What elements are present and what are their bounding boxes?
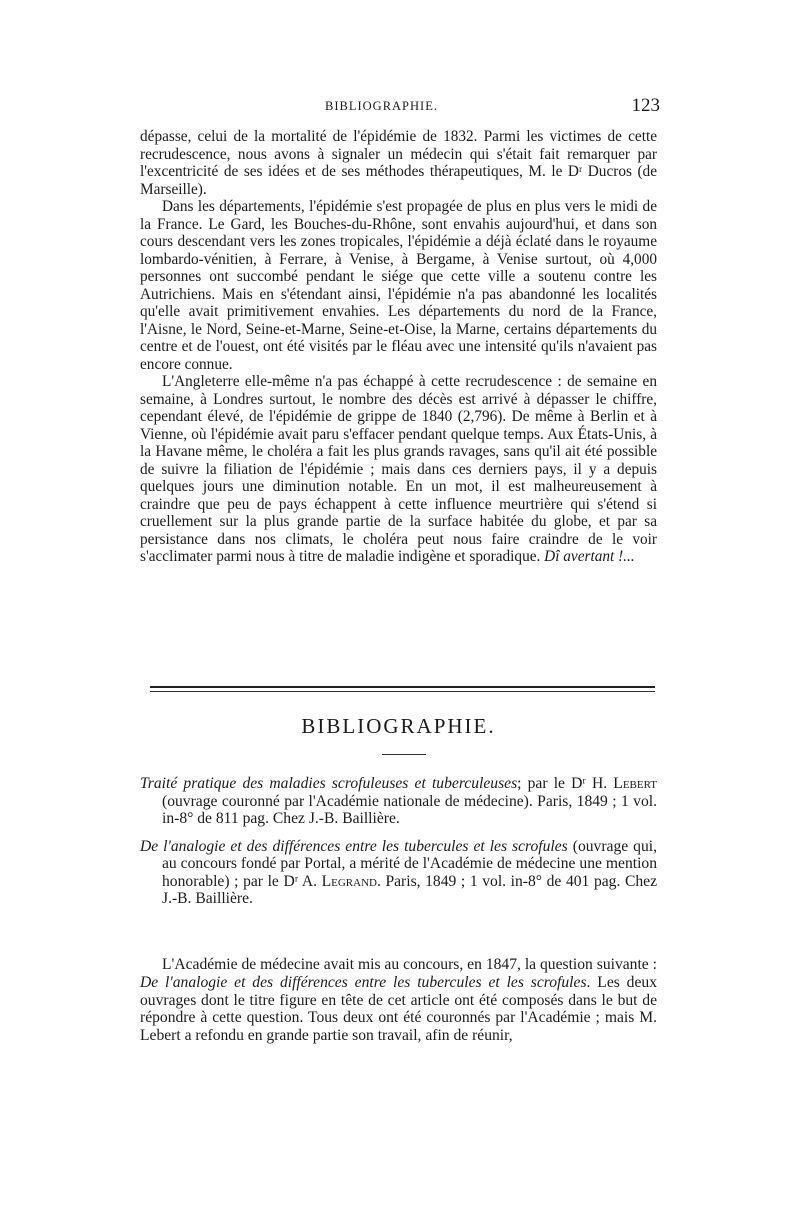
bib-entry-1-by: ; par le Dʳ H. bbox=[517, 775, 614, 792]
page-number: 123 bbox=[631, 95, 660, 116]
running-title: BIBLIOGRAPHIE. bbox=[325, 99, 438, 113]
closing-italic: Dî avertant !... bbox=[544, 548, 635, 565]
paragraph-1: dépasse, celui de la mortalité de l'épidémie de 1832. Parmi les victimes de cette recrudescence, nous avons à signaler un médecin qui s'était fait remarquer par l'excentricité de ses idées et de ses méthodes thérapeutiques, M. le Dʳ Ducros (de Marseille). bbox=[140, 128, 657, 198]
bib-entry-1-rest: (ouvrage couronné par l'Académie nationale de médecine). Paris, 1849 ; 1 vol. in-8° de 811 pag. Chez J.-B. Baillière. bbox=[162, 792, 657, 827]
bib-entry-2-title: De l'analogie et des différences entre les tubercules et les scrofules bbox=[140, 837, 568, 855]
review-before: L'Académie de médecine avait mis au concours, en 1847, la question suivante : bbox=[162, 956, 657, 973]
bib-entry-1-author: Lebert bbox=[613, 775, 657, 792]
section-divider bbox=[150, 686, 655, 692]
bib-entry-legrand bbox=[140, 838, 657, 908]
bib-entry-2-rest2: . Paris, 1849 ; 1 vol. in-8° de 401 pag. Chez J.-B. Baillière. bbox=[162, 872, 657, 907]
divider-thick-rule bbox=[150, 686, 655, 688]
title-underline bbox=[382, 754, 426, 755]
bibliography-entries bbox=[140, 775, 657, 918]
bib-entry-lebert bbox=[140, 775, 657, 828]
bib-entry-2-rest1: (ouvrage qui, au concours fondé par Portal, a mérité de l'Académie de médecine une mention honorable) ; par le Dʳ A. bbox=[162, 837, 657, 890]
review-text bbox=[140, 956, 657, 1045]
paragraph-3-text: L'Angleterre elle-même n'a pas échappé à cette recrudescence : de semaine en semaine, à Londres surtout, le nombre des décès est arrivé à dépasser le chiffre, cependant élevé, de l'épidémie de grippe de 1840 (2,796). De même à Berlin et à Vienne, où l'épidémie avait paru s'effacer pendant quelque temps. Aux États-Unis, à la Havane même, le choléra a fait les plus grands ravages, sans qu'il ait été possible de suivre la filiation de l'épidémie ; mais dans ces derniers pays, il y a depuis quelques jours une diminution notable. En un mot, il est malheureusement à craindre que peu de pays échappent à cette influence meurtrière qui s'étend si cruellement sur la plus grande partie de la surface habitée du globe, et par sa persistance dans nos climats, le choléra peut nous faire craindre de le voir s'acclimater parmi nous à titre de maladie indigène et sporadique. bbox=[140, 373, 657, 565]
divider-thin-rule bbox=[150, 691, 655, 692]
running-head bbox=[140, 95, 660, 119]
bib-entry-1-title: Traité pratique des maladies scrofuleuses et tuberculeuses bbox=[140, 775, 518, 792]
review-italic-title: De l'analogie et des différences entre les tubercules et les scrofules bbox=[140, 973, 587, 991]
review-after: . Les deux ouvrages dont le titre figure en tête de cet article ont été composés dans le but de répondre à cette question. Tous deux ont été couronnés par l'Académie ; mais M. Lebert a refondu en grande partie son travail, afin de réunir, bbox=[140, 973, 657, 1045]
paragraph-2: Dans les départements, l'épidémie s'est propagée de plus en plus vers le midi de la France. Le Gard, les Bouches-du-Rhône, sont envahis aujourd'hui, et dans son cours descendant vers les zones tropicales, l'épidémie a déjà éclaté dans le royaume lombardo-vénitien, à Ferrare, à Venise, à Bergame, à Venise surtout, où 4,000 personnes ont succombé pendant le siége que cette ville a soutenu contre les Autrichiens. Mais en s'étendant ainsi, l'épidémie n'a pas abandonné les localités qu'elle avait primitivement envahies. Les départements du nord de la France, l'Aisne, le Nord, Seine-et-Marne, Seine-et-Oise, la Marne, certains départements du centre et de l'ouest, ont été visités par le fléau avec une intensité qu'ils n'avaient pas encore connue. bbox=[140, 198, 657, 373]
paragraph-3 bbox=[140, 373, 657, 566]
review-paragraph bbox=[140, 956, 657, 1045]
section-title: BIBLIOGRAPHIE. bbox=[301, 714, 496, 738]
article-continuation bbox=[140, 128, 657, 566]
bib-entry-2-author: Legrand bbox=[321, 872, 377, 890]
